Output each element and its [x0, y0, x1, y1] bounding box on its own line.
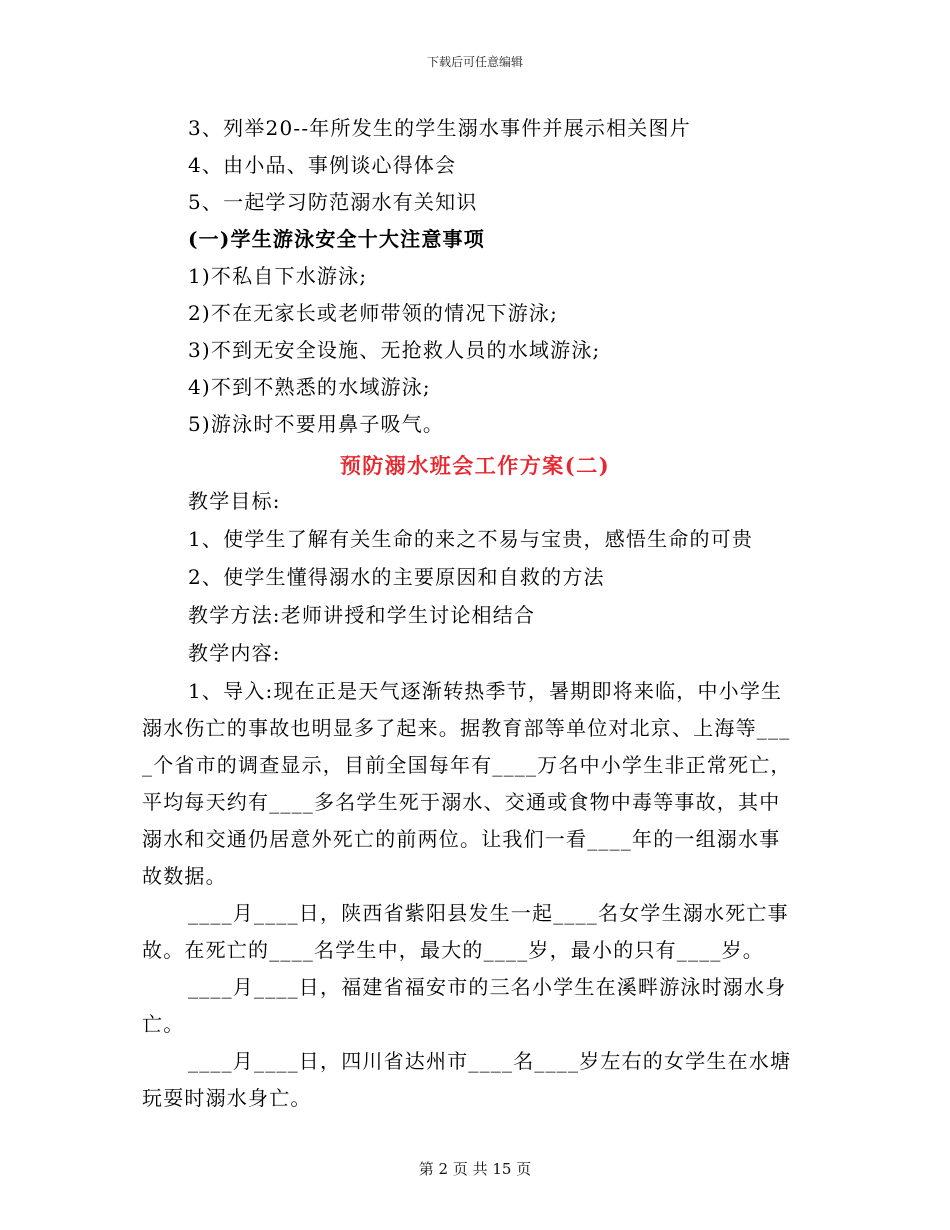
- section-heading: (一)学生游泳安全十大注意事项: [188, 227, 485, 251]
- goals-label: 教学目标:: [188, 489, 281, 513]
- paragraph-line: 故数据。: [142, 864, 227, 888]
- paragraph-line: 玩耍时溺水身亡。: [142, 1086, 312, 1110]
- method-line: 教学方法:老师讲授和学生讨论相结合: [188, 603, 536, 627]
- rule-item: 5)游泳时不要用鼻子吸气。: [188, 412, 445, 436]
- paragraph-line: 溺水伤亡的事故也明显多了起来。据教育部等单位对北京、上海等___: [142, 716, 791, 740]
- goal-item: 2、使学生懂得溺水的主要原因和自救的方法: [188, 565, 605, 589]
- paragraph-line: _个省市的调查显示，目前全国每年有____万名中小学生非正常死亡，: [142, 753, 792, 777]
- paragraph-line: ____月____日，福建省福安市的三名小学生在溪畔游泳时溺水身: [188, 975, 787, 999]
- paragraph-line: ____月____日，四川省达州市____名____岁左右的女学生在水塘: [188, 1049, 792, 1073]
- rule-item: 3)不到无安全设施、无抢救人员的水域游泳;: [188, 338, 601, 362]
- paragraph-line: 平均每天约有____多名学生死于溺水、交通或食物中毒等事故，其中: [142, 790, 781, 814]
- rule-item: 1)不私自下水游泳;: [188, 264, 368, 288]
- content-label: 教学内容:: [188, 641, 281, 665]
- goal-item: 1、使学生了解有关生命的来之不易与宝贵，感悟生命的可贵: [188, 527, 754, 551]
- paragraph-line: 亡。: [142, 1012, 185, 1036]
- paragraph-line: ____月____日，陕西省紫阳县发生一起____名女学生溺水死亡事: [188, 901, 789, 925]
- paragraph-line: 1、导入:现在正是天气逐渐转热季节，暑期即将来临，中小学生: [188, 679, 783, 703]
- document-title: 预防溺水班会工作方案(二): [339, 453, 611, 478]
- list-item: 3、列举20--年所发生的学生溺水事件并展示相关图片: [188, 116, 691, 140]
- rule-item: 2)不在无家长或老师带领的情况下游泳;: [188, 301, 559, 325]
- header-note: 下载后可任意编辑: [426, 55, 523, 69]
- paragraph-line: 溺水和交通仍居意外死亡的前两位。让我们一看____年的一组溺水事: [142, 827, 781, 851]
- paragraph-line: 故。在死亡的____名学生中，最大的____岁，最小的只有____岁。: [142, 938, 764, 962]
- page-number: 第 2 页 共 15 页: [418, 1160, 532, 1178]
- list-item: 5、一起学习防范溺水有关知识: [188, 190, 478, 214]
- list-item: 4、由小品、事例谈心得体会: [188, 153, 457, 177]
- rule-item: 4)不到不熟悉的水域游泳;: [188, 375, 431, 399]
